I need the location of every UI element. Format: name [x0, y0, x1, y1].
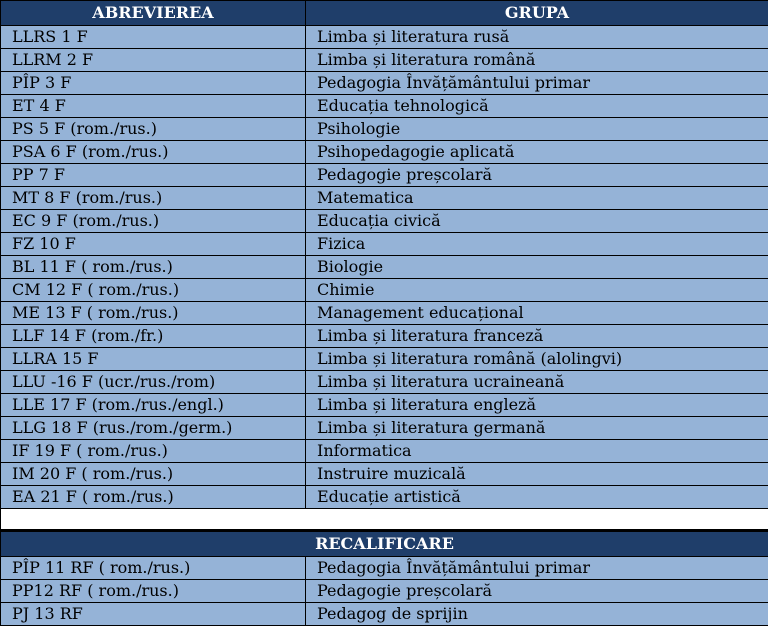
abbreviation-cell: EC 9 F (rom./rus.) — [1, 210, 306, 233]
abbreviation-cell: PP12 RF ( rom./rus.) — [1, 580, 306, 603]
abbreviation-cell: LLF 14 F (rom./fr.) — [1, 325, 306, 348]
table-row — [1, 164, 768, 187]
group-cell: Limba și literatura franceză — [306, 325, 768, 348]
abbreviation-cell: LLRM 2 F — [1, 49, 306, 72]
table-header — [1, 1, 768, 26]
recalificare-body — [1, 557, 768, 626]
group-cell: Pedagog de sprijin — [306, 603, 768, 626]
abbreviation-cell: ME 13 F ( rom./rus.) — [1, 302, 306, 325]
abbreviation-cell: PJ 13 RF — [1, 603, 306, 626]
abbreviation-cell: LLRS 1 F — [1, 26, 306, 49]
abbreviation-cell: IM 20 F ( rom./rus.) — [1, 463, 306, 486]
table-row — [1, 49, 768, 72]
group-cell: Instruire muzicală — [306, 463, 768, 486]
table-row — [1, 95, 768, 118]
table-row — [1, 302, 768, 325]
abbreviation-cell: PÎP 3 F — [1, 72, 306, 95]
header-group: GRUPA — [306, 1, 768, 26]
abbreviation-cell: EA 21 F ( rom./rus.) — [1, 486, 306, 509]
table-row — [1, 233, 768, 256]
group-cell: Management educațional — [306, 302, 768, 325]
group-cell: Matematica — [306, 187, 768, 210]
table-row — [1, 118, 768, 141]
group-cell: Limba și literatura ucraineană — [306, 371, 768, 394]
group-cell: Educație artistică — [306, 486, 768, 509]
table-row — [1, 325, 768, 348]
abbreviation-cell: MT 8 F (rom./rus.) — [1, 187, 306, 210]
group-cell: Pedagogie preșcolară — [306, 580, 768, 603]
group-cell: Psihologie — [306, 118, 768, 141]
abbreviation-cell: ET 4 F — [1, 95, 306, 118]
group-cell: Limba și literatura română — [306, 49, 768, 72]
table-row — [1, 557, 768, 580]
table-row — [1, 394, 768, 417]
table-row — [1, 580, 768, 603]
recalificare-title: RECALIFICARE — [1, 531, 768, 557]
spacer-cell — [1, 509, 768, 531]
group-cell: Educația tehnologică — [306, 95, 768, 118]
recalificare-header — [1, 531, 768, 557]
table-row — [1, 187, 768, 210]
group-cell: Limba și literatura engleză — [306, 394, 768, 417]
table-row — [1, 440, 768, 463]
groups-body — [1, 26, 768, 509]
abbreviation-cell: PSA 6 F (rom./rus.) — [1, 141, 306, 164]
table-row — [1, 210, 768, 233]
abbreviation-cell: LLG 18 F (rus./rom./germ.) — [1, 417, 306, 440]
table-row — [1, 256, 768, 279]
group-cell: Fizica — [306, 233, 768, 256]
table-row — [1, 279, 768, 302]
group-cell: Educația civică — [306, 210, 768, 233]
group-cell: Biologie — [306, 256, 768, 279]
table-row — [1, 486, 768, 509]
group-cell: Limba și literatura germană — [306, 417, 768, 440]
abbreviation-cell: FZ 10 F — [1, 233, 306, 256]
group-cell: Chimie — [306, 279, 768, 302]
group-cell: Pedagogia Învățământului primar — [306, 72, 768, 95]
abbreviation-cell: PÎP 11 RF ( rom./rus.) — [1, 557, 306, 580]
abbreviation-cell: BL 11 F ( rom./rus.) — [1, 256, 306, 279]
table-row — [1, 463, 768, 486]
abbreviation-cell: PP 7 F — [1, 164, 306, 187]
abbreviation-cell: LLRA 15 F — [1, 348, 306, 371]
table-row — [1, 603, 768, 626]
table-row — [1, 348, 768, 371]
abbreviation-cell: LLE 17 F (rom./rus./engl.) — [1, 394, 306, 417]
table-row — [1, 417, 768, 440]
table-row — [1, 72, 768, 95]
table-row — [1, 371, 768, 394]
abbreviation-cell: PS 5 F (rom./rus.) — [1, 118, 306, 141]
group-cell: Limba și literatura română (alolingvi) — [306, 348, 768, 371]
abbreviation-cell: CM 12 F ( rom./rus.) — [1, 279, 306, 302]
abbreviation-cell: IF 19 F ( rom./rus.) — [1, 440, 306, 463]
abbreviation-cell: LLU -16 F (ucr./rus./rom) — [1, 371, 306, 394]
table-row — [1, 141, 768, 164]
group-cell: Limba și literatura rusă — [306, 26, 768, 49]
section-spacer — [1, 509, 768, 531]
group-cell: Informatica — [306, 440, 768, 463]
table-row — [1, 26, 768, 49]
header-abbreviation: ABREVIEREA — [1, 1, 306, 26]
group-cell: Pedagogia Învățământului primar — [306, 557, 768, 580]
group-cell: Pedagogie preșcolară — [306, 164, 768, 187]
group-cell: Psihopedagogie aplicată — [306, 141, 768, 164]
